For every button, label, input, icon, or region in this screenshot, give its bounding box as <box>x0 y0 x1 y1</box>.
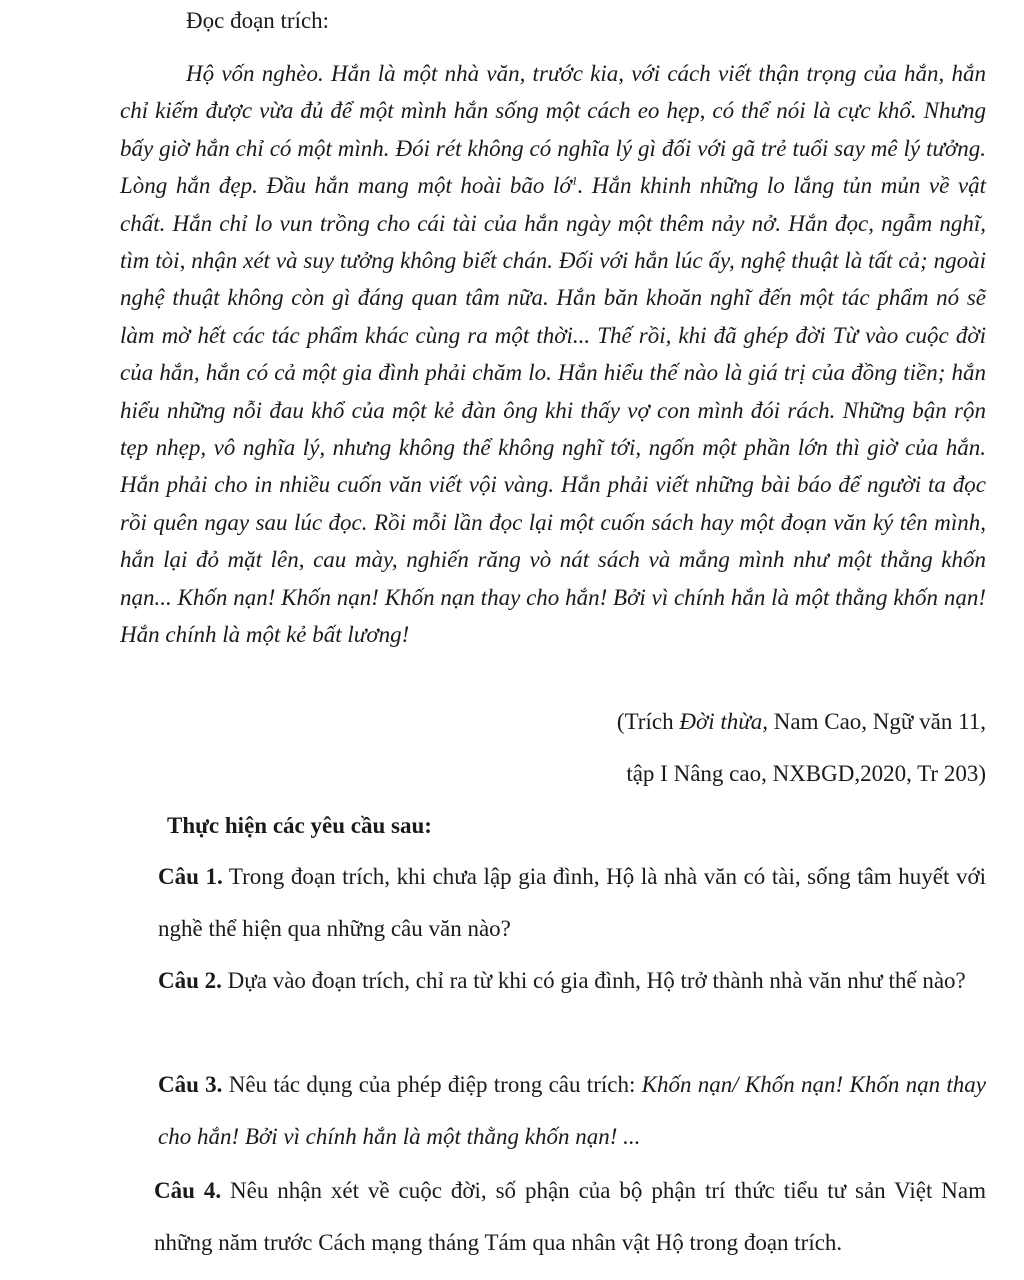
question-4-text: Nêu nhận xét về cuộc đời, số phận của bộ phận trí thức tiểu tư sản Việt Nam những năm trước Cách mạng tháng Tám qua nhân vật Hộ trong đoạn trích. <box>154 1178 986 1255</box>
question-2-text: Dựa vào đoạn trích, chỉ ra từ khi có gia đình, Hộ trở thành nhà văn như thế nào? <box>221 968 966 993</box>
excerpt-passage <box>120 55 986 654</box>
question-4 <box>154 1165 986 1269</box>
question-2 <box>158 955 986 1007</box>
question-1 <box>158 851 986 955</box>
question-3-quote: Khốn nạn/ Khốn nạn! Khốn nạn thay cho hắn! Bởi vì chính hắn là một thằng khốn nạn! ... <box>158 1072 986 1149</box>
source-citation-line2: tập I Nâng cao, NXBGD,2020, Tr 203) <box>626 761 986 786</box>
question-3 <box>158 1059 986 1163</box>
question-1-text: Trong đoạn trích, khi chưa lập gia đình, Hộ là nhà văn có tài, sống tâm huyết với nghề thể hiện qua những câu văn nào? <box>158 864 986 941</box>
question-3-label: Câu 3. <box>158 1072 223 1097</box>
excerpt-text-part2: . Hắn khinh những lo lắng tủn mủn về vật chất. Hắn chỉ lo vun trồng cho cái tài của hắn ngày một thêm nảy nở. Hắn đọc, ngẫm nghĩ, tìm tòi, nhận xét và suy tưởng không biết chán. Đối với hắn lúc ấy, nghệ thuật là tất cả; ngoài nghệ thuật không còn gì đáng quan tâm nữa. Hắn băn khoăn nghĩ đến một tác phẩm nó sẽ làm mờ hết các tác phẩm khác cùng ra một thời... Thế rồi, khi đã ghép đời Từ vào cuộc đời của hắn, hắn có cả một gia đình phải chăm lo. Hắn hiểu thế nào là giá trị của đồng tiền; hắn hiểu những nỗi đau khổ của một kẻ đàn ông khi thấy vợ con mình đói rách. Những bận rộn tẹp nhẹp, vô nghĩa lý, nhưng không thể không nghĩ tới, ngốn một phần lớn thì giờ của hắn. Hắn phải cho in nhiều cuốn văn viết vội vàng. Hắn phải viết những bài báo để người ta đọc rồi quên ngay sau lúc đọc. Rồi mỗi lần đọc lại một cuốn sách hay một đoạn văn ký tên mình, hắn lại đỏ mặt lên, cau mày, nghiến răng vò nát sách và mắng mình như một thằng khốn nạn... Khốn nạn! Khốn nạn! Khốn nạn thay cho hắn! Bởi vì chính hắn là một thằng khốn nạn! Hắn chính là một kẻ bất lương! <box>120 173 986 648</box>
question-3-text: Nêu tác dụng của phép điệp trong câu trích: <box>222 1072 642 1097</box>
reading-heading: Đọc đoạn trích: <box>186 8 330 33</box>
question-4-label: Câu 4. <box>154 1178 222 1203</box>
footnote-marker: 1 <box>571 173 578 188</box>
tasks-title: Thực hiện các yêu cầu sau: <box>167 813 432 838</box>
source-prefix: (Trích <box>616 709 680 734</box>
source-work-title: Đời thừa, <box>679 709 769 734</box>
source-author: Nam Cao, Ngữ văn 11, <box>768 709 986 734</box>
source-citation-line1 <box>386 707 986 737</box>
excerpt-text-part1: Hộ vốn nghèo. Hắn là một nhà văn, trước kia, với cách viết thận trọng của hắn, hắn chỉ kiếm được vừa đủ để một mình hắn sống một cách eo hẹp, có thể nói là cực khổ. Nhưng bấy giờ hắn chỉ có một mình. Đói rét không có nghĩa lý gì đối với gã trẻ tuổi say mê lý tưởng. Lòng hắn đẹp. Đầu hắn mang một hoài bão lớ <box>120 61 986 199</box>
question-2-label: Câu 2. <box>158 968 222 993</box>
question-1-label: Câu 1. <box>158 864 223 889</box>
